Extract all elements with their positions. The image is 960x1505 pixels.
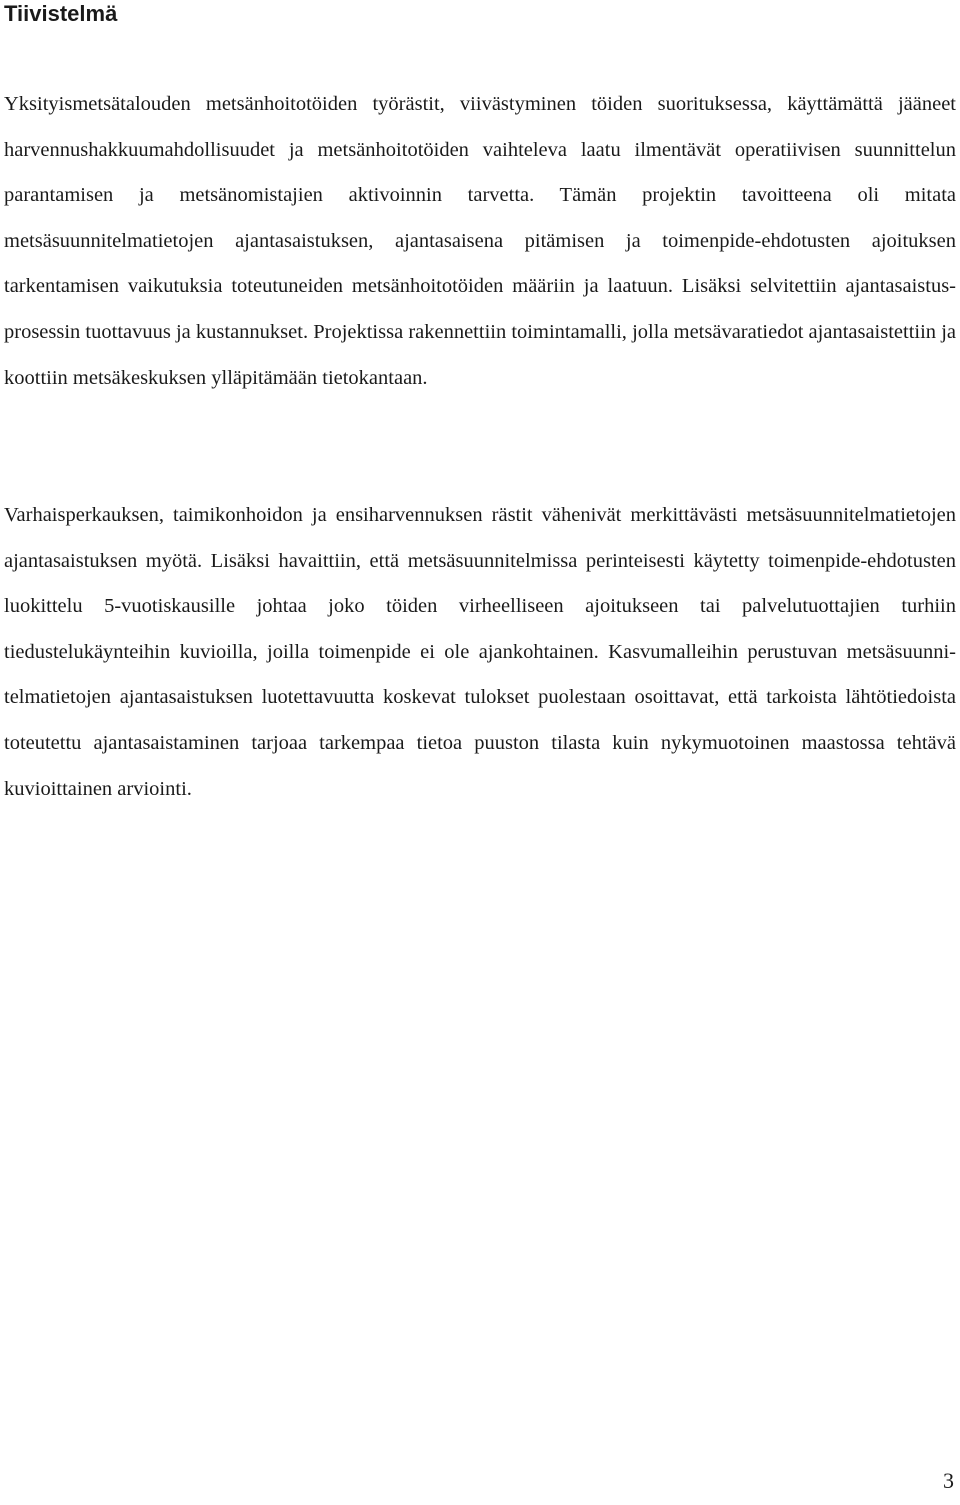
section-heading: Tiivistelmä — [4, 1, 118, 26]
page-number: 3 — [943, 1468, 954, 1493]
abstract-paragraph-2: Varhaisperkauksen, taimikonhoidon ja ensiharvennuksen rästit vähenivät merkittävästi metsäsuunnitelmatietojen ajantasaistuksen myötä. Lisäksi havaittiin, että metsäsuunnitelmissa perinteisesti käytetty toimenpide-ehdotusten luokittelu 5-vuotiskausille johtaa joko töiden virheelliseen ajoitukseen tai palvelutuottajien turhiin tiedustelukäynteihin kuvioilla, joilla toimenpide ei ole ajankohtainen. Kasvumalleihin perustuvan metsäsuunnitelmatietojen ajantasaistuksen luotettavuutta koskevat tulokset puolestaan osoittavat, että tarkoista lähtötiedoista toteutettu ajantasaistaminen tarjoaa tarkempaa tietoa puuston tilasta kuin nykymuotoinen maastossa tehtävä kuvioittainen arviointi. — [4, 504, 956, 800]
abstract-paragraph-1: Yksityismetsätalouden metsänhoitotöiden työrästit, viivästyminen töiden suorituksessa, käyttämättä jääneet harvennushakkuumahdollisuudet ja metsänhoitotöiden vaihteleva laatu ilmentävät operatiivisen suunnittelun parantamisen ja metsänomistajien aktivoinnin tarvetta. Tämän projektin tavoitteena oli mitata metsäsuunnitelmatietojen ajantasaistuksen, ajantasaisena pitämisen ja toimenpide-ehdotusten ajoituksen tarkentamisen vaikutuksia toteutuneiden metsänhoitotöiden määriin ja laatuun. Lisäksi selvitettiin ajantasaistusprosessin tuottavuus ja kustannukset. Projektissa rakennettiin toimintamalli, jolla metsävaratiedot ajantasaistettiin ja koottiin metsäkeskuksen ylläpitämään tietokantaan. — [4, 93, 956, 389]
